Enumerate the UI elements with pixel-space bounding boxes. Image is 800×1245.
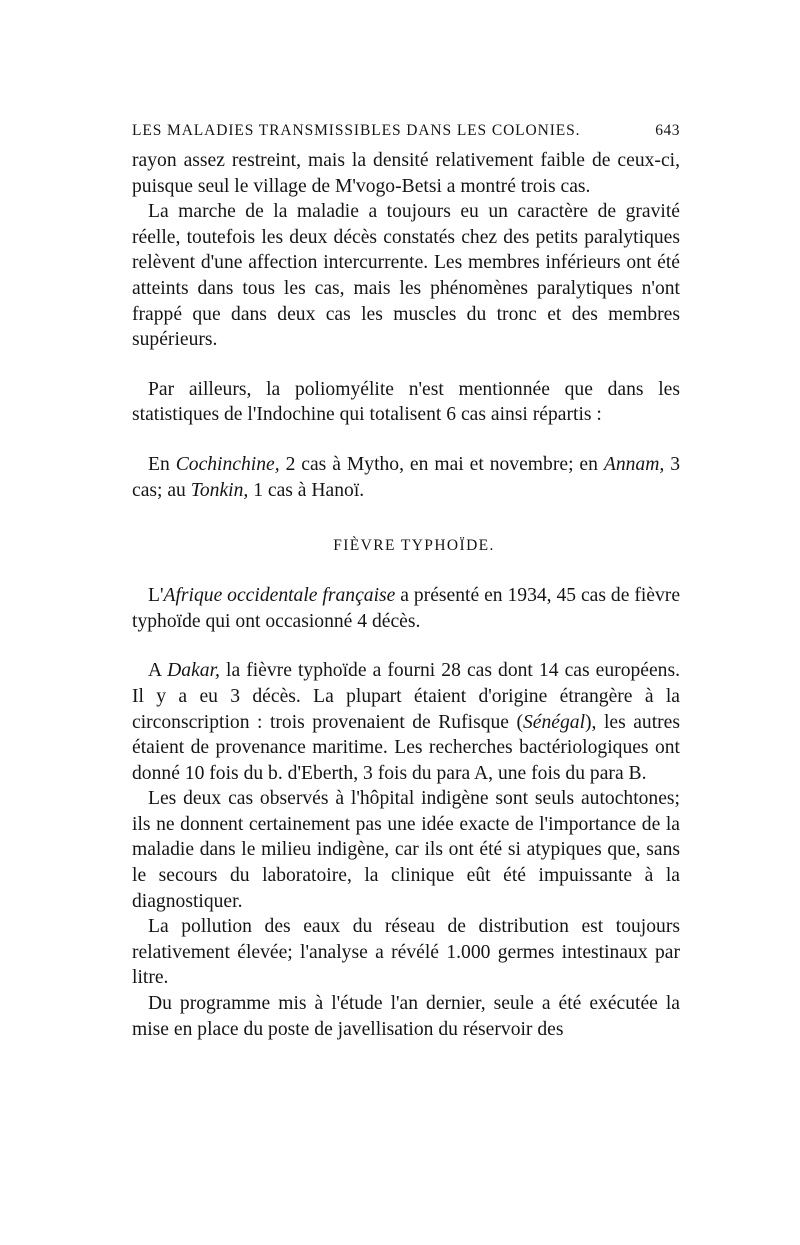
- text-run: A: [148, 660, 168, 682]
- place-name: Dakar,: [167, 660, 220, 682]
- running-head: [132, 118, 680, 148]
- paragraph-aof: [132, 583, 680, 634]
- text-run: 2 cas à Mytho, en mai et novembre; en: [279, 453, 604, 475]
- place-name: Sénégal: [523, 711, 586, 733]
- text-run: 1 cas à Hanoï.: [248, 479, 365, 501]
- text-run: la fièvre typhoïde a fourni 28 cas dont 14 cas européens. Il y a eu 3 décès. La plupart étaient d'origine étrangère à la circonscription : trois provenaient de Rufisque (: [132, 660, 680, 733]
- book-page: [132, 118, 680, 1042]
- section-gap: [132, 503, 680, 533]
- paragraph-gap: [132, 634, 680, 658]
- section-title: FIÈVRE TYPHOÏDE.: [333, 537, 495, 555]
- paragraph-program: Du programme mis à l'étude l'an dernier, seule a été exécutée la mise en place du poste de javellisation du réservoir des: [132, 993, 680, 1040]
- paragraph-continuation: rayon assez restreint, mais la densité relativement faible de ceux-ci, puisque seul le village de M'vogo-Betsi a montré trois cas.: [132, 150, 680, 197]
- paragraph-disease-course: La marche de la maladie a toujours eu un caractère de gravité réelle, toutefois les deux décès constatés chez des petits paralytiques relèvent d'une affection intercurrente. Les membres inférieurs ont été atteints dans tous les cas, mais les phénomènes paralytiques n'ont frappé que dans deux cas les muscles du tronc et des membres supérieurs.: [132, 201, 680, 351]
- paragraph-water-pollution: La pollution des eaux du réseau de distribution est toujours relativement élevée; l'analyse a révélé 1.000 germes intestinaux par litre.: [132, 916, 680, 989]
- place-name: Tonkin,: [190, 479, 249, 501]
- text-run: a présenté en 1934, 45 cas de fièvre typhoïde qui ont occasionné 4 décès.: [132, 585, 681, 632]
- paragraph-gap: [132, 428, 680, 452]
- body-text: [132, 148, 680, 1042]
- paragraph-indochina: Par ailleurs, la poliomyélite n'est mentionnée que dans les statistiques de l'Indochine qui totalisent 6 cas ainsi répartis :: [132, 378, 680, 426]
- section-gap: [132, 559, 680, 583]
- paragraph-dakar: [132, 658, 680, 786]
- text-run: 3 cas; au: [132, 453, 681, 501]
- running-title: LES MALADIES TRANSMISSIBLES DANS LES COLONIES.: [132, 122, 581, 139]
- paragraph-indochina-cases: [132, 452, 680, 503]
- page-number: 643: [655, 122, 680, 139]
- place-name: Cochinchine,: [175, 453, 280, 475]
- text-run: ), les autres étaient de provenance maritime. Les recherches bactériologiques ont donné 10 fois du b. d'Eberth, 3 fois du para A, une fois du para B.: [132, 711, 680, 784]
- text-run: L': [148, 585, 164, 607]
- place-name: Afrique occidentale française: [163, 585, 396, 607]
- text-run: En: [148, 453, 176, 475]
- place-name: Annam,: [603, 453, 665, 475]
- paragraph-gap: [132, 353, 680, 377]
- paragraph-hospital-cases: Les deux cas observés à l'hôpital indigène sont seuls autochtones; ils ne donnent certainement pas une idée exacte de l'importance de la maladie dans le milieu indigène, car ils ont été si atypiques que, sans le secours du laboratoire, la clinique eût été impuissante à la diagnostiquer.: [132, 788, 680, 912]
